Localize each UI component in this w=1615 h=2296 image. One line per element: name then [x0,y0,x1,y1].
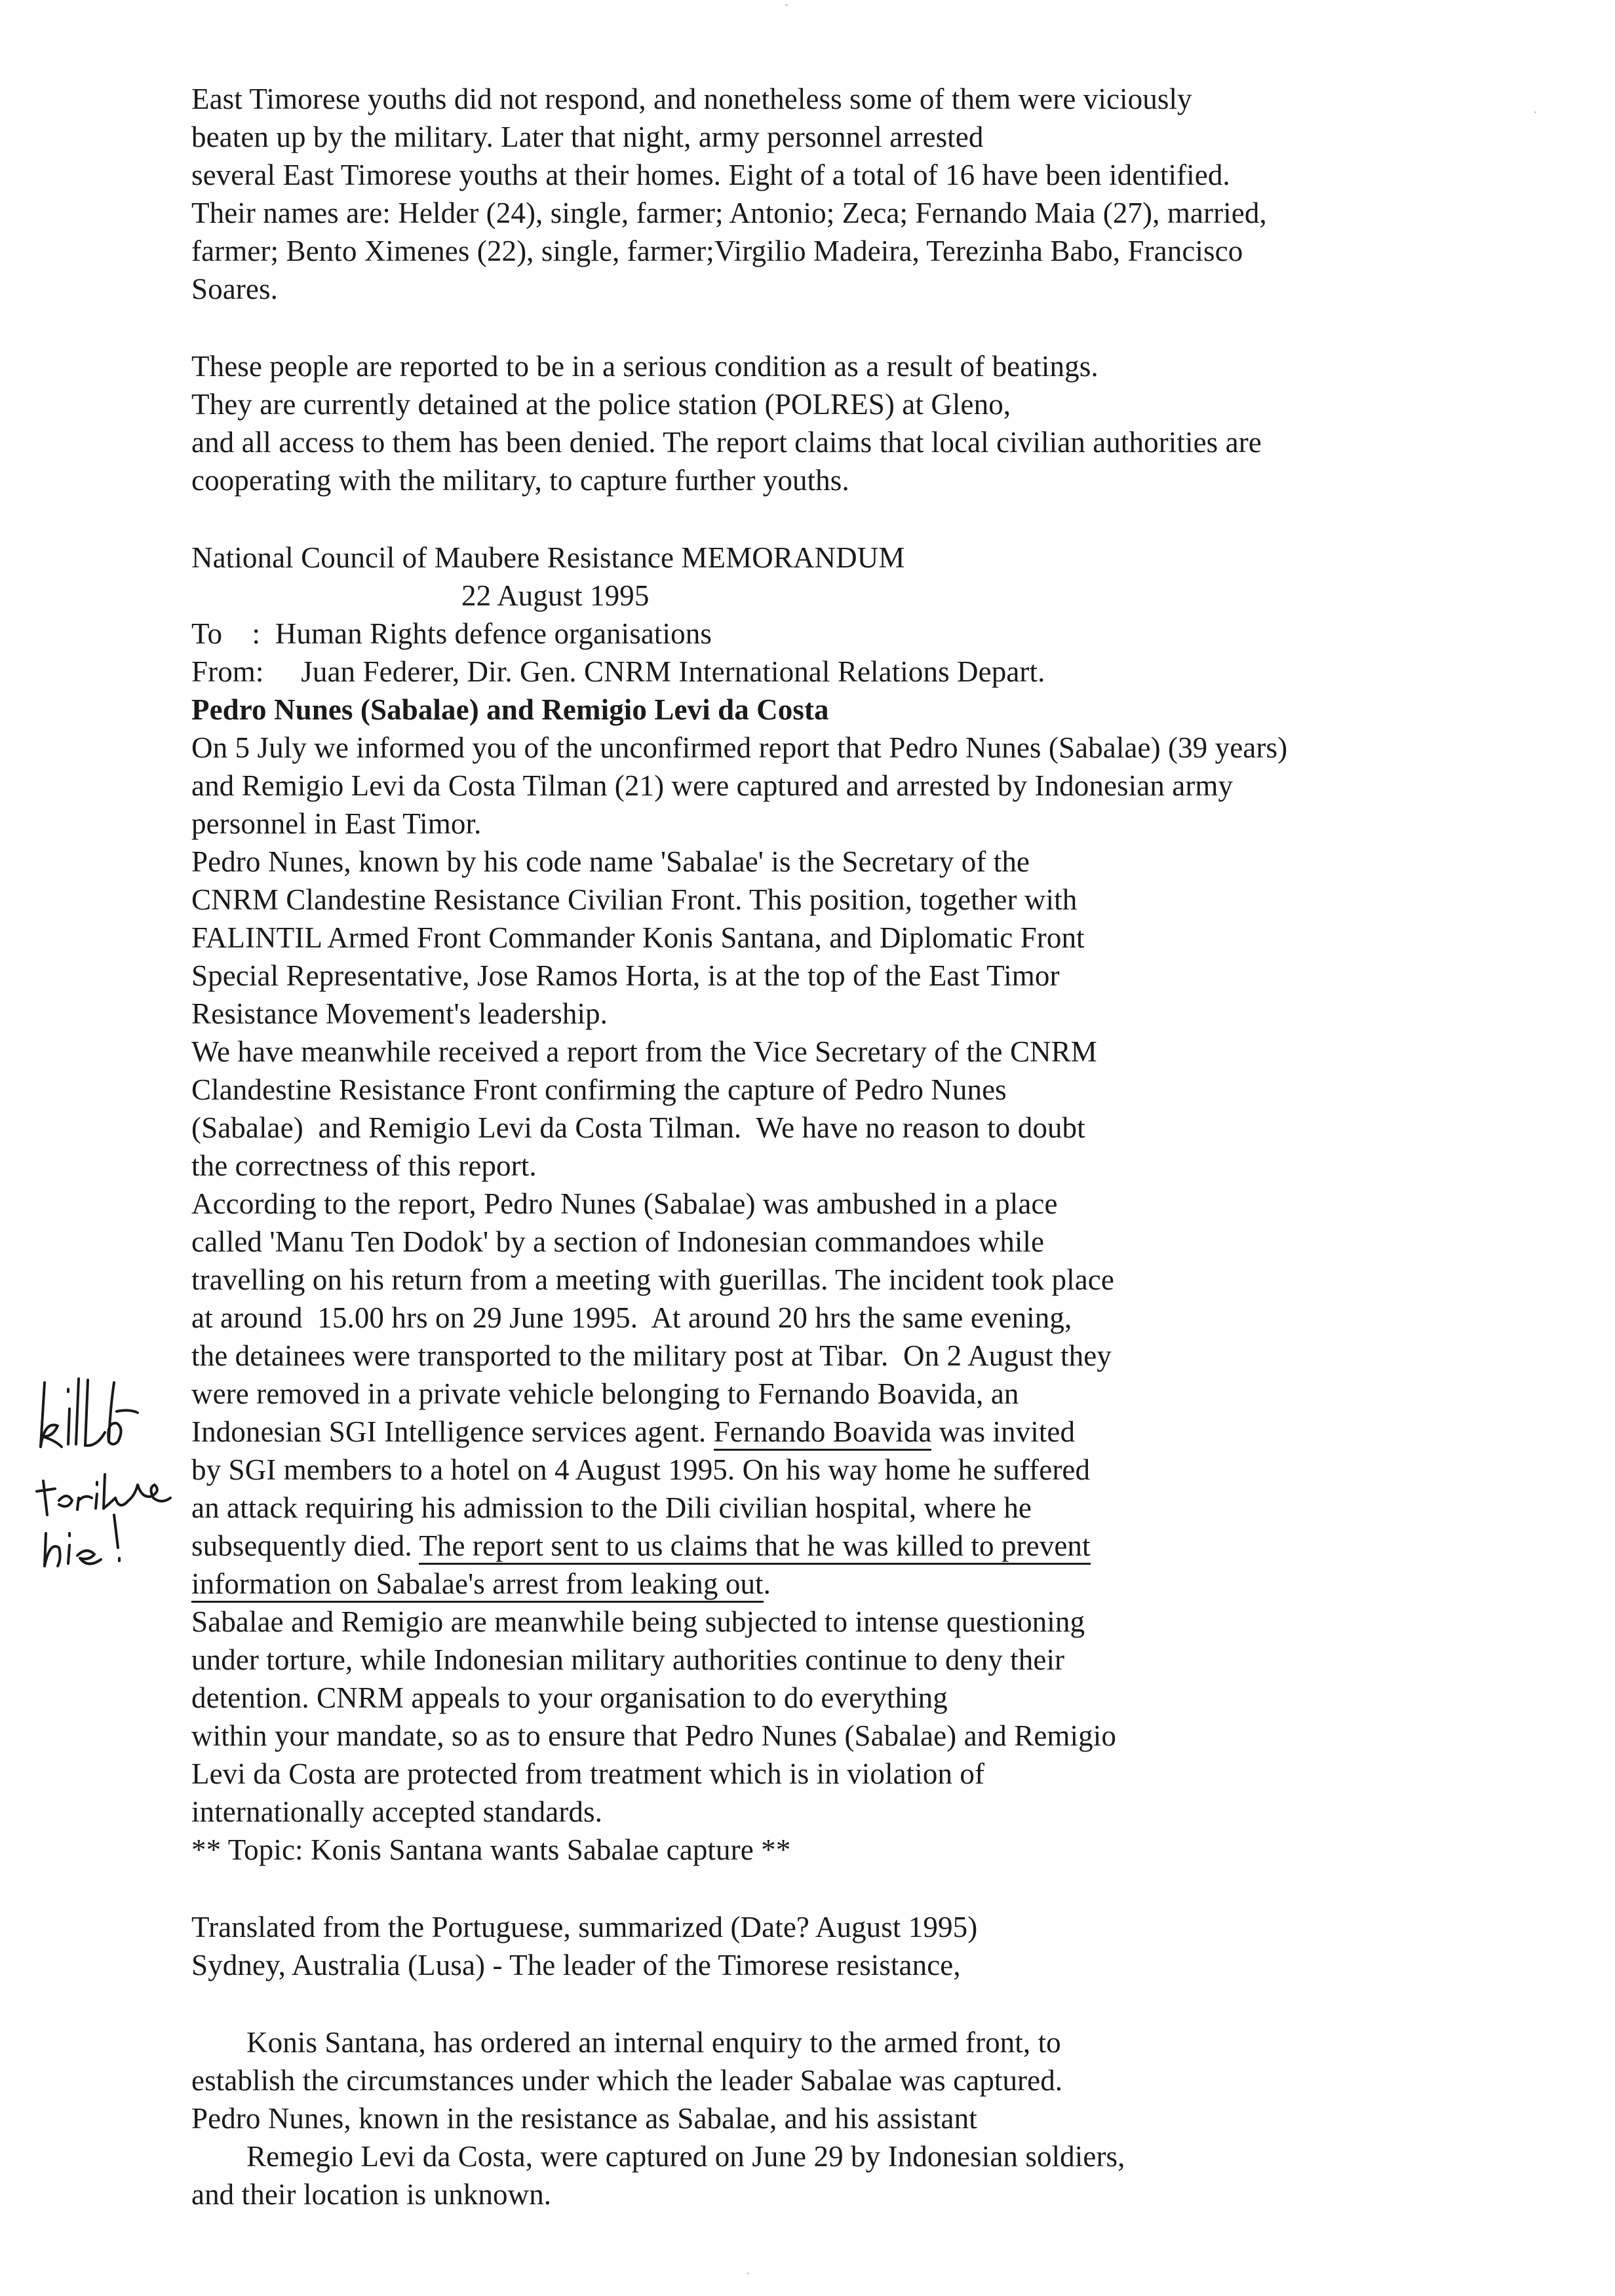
text-line: FALINTIL Armed Front Commander Konis Santana, and Diplomatic Front [191,921,1085,954]
text-line: ** Topic: Konis Santana wants Sabalae capture ** [191,1833,791,1866]
text-line: were removed in a private vehicle belonging to Fernando Boavida, an [191,1377,1019,1410]
text-line: Remegio Levi da Costa, were captured on June 29 by Indonesian soldiers, [246,2140,1125,2173]
text-line [191,1527,1091,1565]
text-line: CNRM Clandestine Resistance Civilian Front. This position, together with [191,883,1078,916]
underlined-claim: The report sent to us claims that he was killed to prevent [419,1529,1090,1565]
text-fragment: subsequently died. [191,1529,412,1562]
text-line: (Sabalae) and Remigio Levi da Costa Tilman. We have no reason to doubt [191,1111,1085,1144]
text-line: Special Representative, Jose Ramos Horta, is at the top of the East Timor [191,959,1060,992]
memo-from: From: Juan Federer, Dir. Gen. CNRM International Relations Depart. [191,655,1045,688]
text-line: the detainees were transported to the military post at Tibar. On 2 August they [191,1339,1112,1372]
text-line: According to the report, Pedro Nunes (Sabalae) was ambushed in a place [191,1187,1058,1220]
text-line: establish the circumstances under which the leader Sabalae was captured. [191,2064,1063,2097]
text-line: These people are reported to be in a serious condition as a result of beatings. [191,350,1099,383]
scan-speck [785,4,788,6]
text-fragment: Indonesian SGI Intelligence services agent. [191,1415,707,1448]
text-line: several East Timorese youths at their homes. Eight of a total of 16 have been identified. [191,159,1230,191]
text-line: by SGI members to a hotel on 4 August 1995. On his way home he suffered [191,1453,1091,1486]
text-line: called 'Manu Ten Dodok' by a section of Indonesian commandoes while [191,1225,1045,1258]
text-fragment: . [763,1567,771,1600]
text-line: Pedro Nunes, known by his code name 'Sabalae' is the Secretary of the [191,845,1030,878]
underlined-claim: information on Sabalae's arrest from leaking out [191,1567,764,1603]
text-line: under torture, while Indonesian military authorities continue to deny their [191,1643,1065,1676]
text-line: detention. CNRM appeals to your organisation to do everything [191,1681,948,1714]
text-line: at around 15.00 hrs on 29 June 1995. At around 20 hrs the same evening, [191,1301,1072,1334]
text-line: They are currently detained at the police station (POLRES) at Gleno, [191,388,1011,421]
text-line: Pedro Nunes, known in the resistance as Sabalae, and his assistant [191,2102,977,2135]
text-line [191,1565,771,1603]
text-line: Konis Santana, has ordered an internal enquiry to the armed front, to [246,2026,1061,2059]
memo-to: To : Human Rights defence organisations [191,617,712,650]
text-line: and all access to them has been denied. The report claims that local civilian authorities are [191,426,1262,459]
text-line: Sydney, Australia (Lusa) - The leader of the Timorese resistance, [191,1949,961,1981]
text-line [191,1413,1075,1451]
memo-date: 22 August 1995 [461,579,650,612]
text-line: farmer; Bento Ximenes (22), single, farmer;Virgilio Madeira, Terezinha Babo, Francisco [191,235,1243,267]
text-line: cooperating with the military, to capture further youths. [191,464,849,497]
scan-speck [747,2272,749,2274]
text-line: Levi da Costa are protected from treatment which is in violation of [191,1757,985,1790]
text-line: an attack requiring his admission to the Dili civilian hospital, where he [191,1491,1032,1524]
text-line: within your mandate, so as to ensure that Pedro Nunes (Sabalae) and Remigio [191,1719,1116,1752]
text-line: Resistance Movement's leadership. [191,997,608,1030]
underlined-name: Fernando Boavida [714,1415,932,1451]
text-line: the correctness of this report. [191,1149,537,1182]
memo-header: National Council of Maubere Resistance MEMORANDUM [191,541,905,574]
text-line: and their location is unknown. [191,2178,552,2211]
text-line: beaten up by the military. Later that night, army personnel arrested [191,121,984,153]
topic-heading: Translated from the Portuguese, summarized (Date? August 1995) [191,1911,978,1943]
text-line: internationally accepted standards. [191,1795,602,1828]
text-line: East Timorese youths did not respond, and nonetheless some of them were viciously [191,83,1192,115]
scan-speck [1534,111,1536,113]
text-line: On 5 July we informed you of the unconfirmed report that Pedro Nunes (Sabalae) (39 years) [191,731,1288,764]
text-line: and Remigio Levi da Costa Tilman (21) were captured and arrested by Indonesian army [191,769,1234,802]
text-line: travelling on his return from a meeting with guerillas. The incident took place [191,1263,1114,1296]
text-line: Sabalae and Remigio are meanwhile being subjected to intense questioning [191,1605,1085,1638]
handwritten-annotation [33,1369,197,1586]
text-line: Their names are: Helder (24), single, farmer; Antonio; Zeca; Fernando Maia (27), married, [191,197,1267,229]
text-line: We have meanwhile received a report from the Vice Secretary of the CNRM [191,1035,1097,1068]
memo-subject: Pedro Nunes (Sabalae) and Remigio Levi da Costa [191,693,829,726]
text-line: personnel in East Timor. [191,807,482,840]
text-fragment: was invited [939,1415,1076,1448]
text-line: Clandestine Resistance Front confirming the capture of Pedro Nunes [191,1073,1007,1106]
text-line: Soares. [191,273,278,305]
